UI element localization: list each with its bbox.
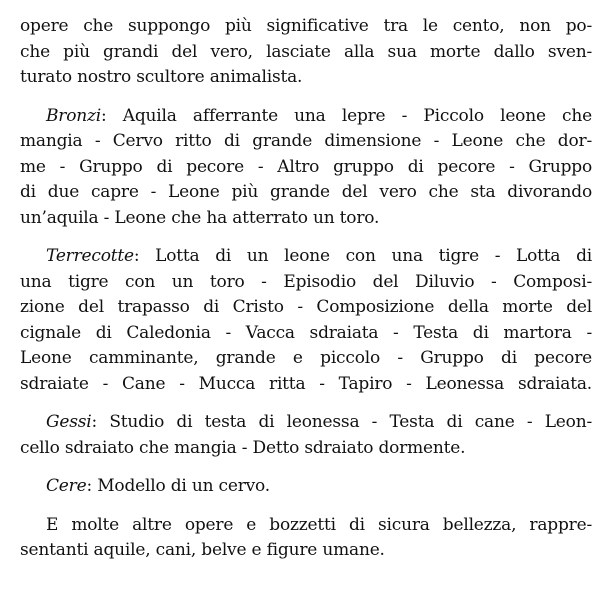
label-separator: : <box>86 476 92 496</box>
text-line: sdraiate - Cane - Mucca ritta - Tapiro - Leonessa sdraiata. <box>20 373 592 394</box>
intro-paragraph <box>20 14 592 91</box>
label-separator: : <box>133 246 140 266</box>
label-separator: : <box>101 105 107 126</box>
text-line: Leone camminante, grande e piccolo - Gruppo di pecore <box>20 348 592 368</box>
closing-paragraph <box>20 513 592 564</box>
text-line: me - Gruppo di pecore - Altro gruppo di pecore - Gruppo <box>20 156 592 177</box>
terrecotte-first-line: Lotta di un leone con una tigre - Lotta di <box>155 246 592 266</box>
text-line: cignale di Caledonia - Vacca sdraiata - Testa di martora - <box>20 322 592 343</box>
gessi-first-line: Studio di testa di leonessa - Testa di cane - Leon- <box>109 412 592 432</box>
bronzi-paragraph <box>20 104 592 232</box>
gessi-paragraph <box>20 410 592 461</box>
text-line: sentanti aquile, cani, belve e figure umane. <box>20 540 385 560</box>
text-line: zione del trapasso di Cristo - Composizione della morte del <box>20 297 592 317</box>
bronzi-label: Bronzi <box>46 105 101 126</box>
bronzi-first-line: Aquila afferrante una lepre - Piccolo leone che <box>122 105 592 126</box>
text-line: una tigre con un toro - Episodio del Diluvio - Composi- <box>20 271 592 292</box>
text-line <box>20 410 592 436</box>
text-line <box>20 244 592 270</box>
cere-first-line: Modello di un cervo. <box>97 476 270 496</box>
text-line: opere che suppongo più significative tra le cento, non po- <box>20 16 592 36</box>
text-line: un’aquila - Leone che ha atterrato un toro. <box>20 207 380 228</box>
document-page <box>20 14 592 577</box>
gessi-label: Gessi <box>46 412 92 432</box>
label-separator: : <box>91 412 98 432</box>
text-line <box>20 104 592 130</box>
text-line <box>20 474 592 500</box>
text-line: cello sdraiato che mangia - Detto sdraiato dormente. <box>20 437 466 458</box>
text-line: E molte altre opere e bozzetti di sicura bellezza, rappre- <box>46 514 592 535</box>
text-line: di due capre - Leone più grande del vero che sta divorando <box>20 182 592 202</box>
cere-label: Cere <box>46 476 87 496</box>
terrecotte-paragraph <box>20 244 592 397</box>
terrecotte-label: Terrecotte <box>46 246 134 266</box>
cere-paragraph <box>20 474 592 500</box>
text-line: turato nostro scultore animalista. <box>20 67 303 87</box>
text-line: che più grandi del vero, lasciate alla sua morte dallo sven- <box>20 41 592 62</box>
text-line: mangia - Cervo ritto di grande dimensione - Leone che dor- <box>20 131 592 151</box>
